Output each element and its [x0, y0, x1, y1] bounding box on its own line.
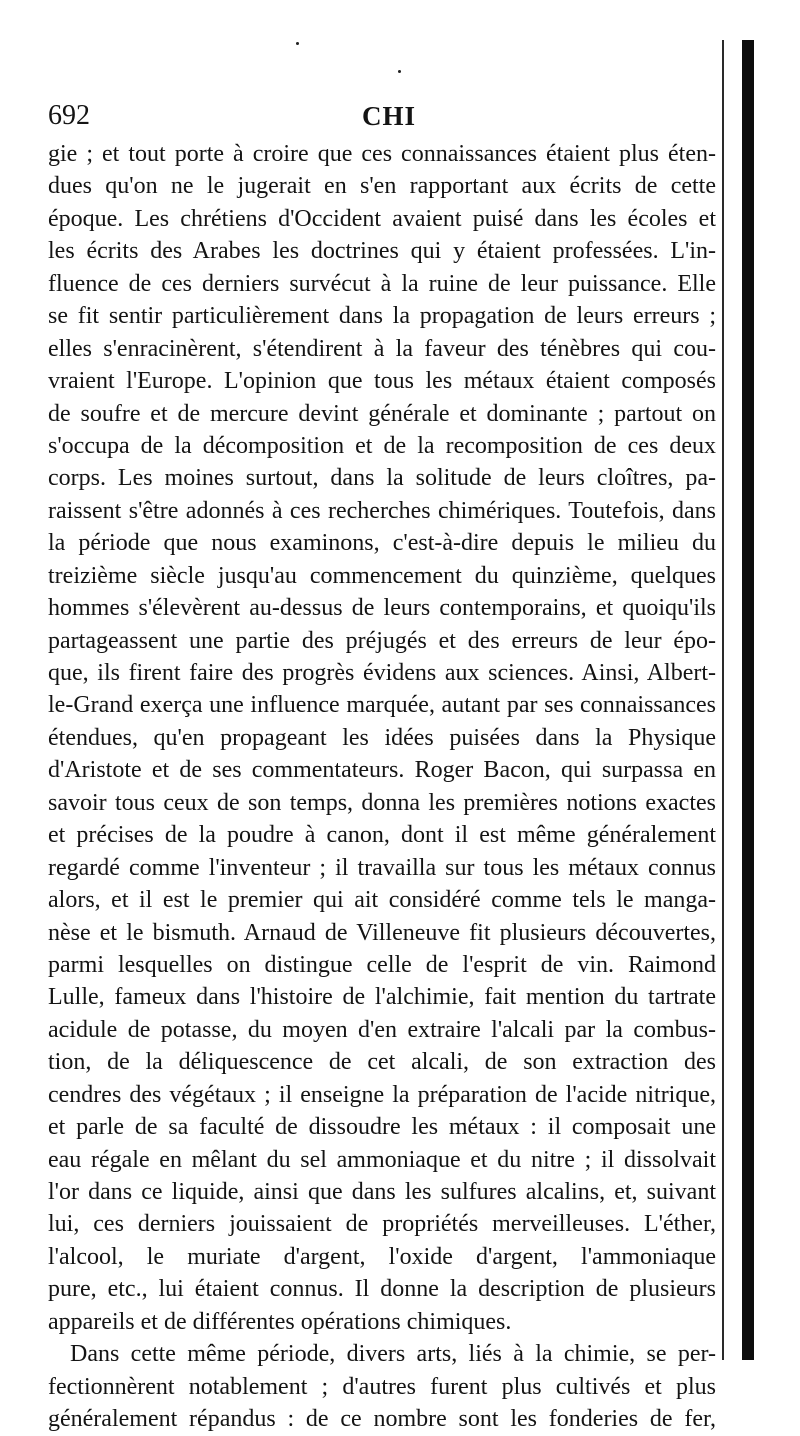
text-line: dues qu'on ne le jugerait en s'en rapportant aux écrits de cette — [48, 173, 716, 200]
page-number: 692 — [48, 100, 90, 131]
text-line: pure, etc., lui étaient connus. Il donne la description de plusieurs — [48, 1276, 716, 1303]
text-line: fectionnèrent notablement ; d'autres furent plus cultivés et plus — [48, 1373, 716, 1400]
text-line: Dans cette même période, divers arts, liés à la chimie, se per- — [70, 1341, 716, 1368]
text-line: et précises de la poudre à canon, dont il est même généralement — [48, 822, 716, 849]
text-line: acidule de potasse, du moyen d'en extraire l'alcali par la combus- — [48, 1016, 716, 1043]
text-line: parmi lesquelles on distingue celle de l'esprit de vin. Raimond — [48, 951, 716, 978]
text-line: regardé comme l'inventeur ; il travailla sur tous les métaux connus — [48, 854, 716, 881]
text-line: elles s'enracinèrent, s'étendirent à la faveur des ténèbres qui cou- — [48, 335, 716, 362]
text-line: lui, ces derniers jouissaient de propriétés merveilleuses. L'éther, — [48, 1211, 716, 1238]
text-line: Lulle, fameux dans l'histoire de l'alchimie, fait mention du tartrate — [48, 984, 716, 1011]
text-line: les écrits des Arabes les doctrines qui y étaient professées. L'in- — [48, 238, 716, 265]
running-head: CHI — [362, 101, 417, 131]
text-line: treizième siècle jusqu'au commencement du quinzième, quelques — [48, 562, 716, 589]
text-line: raissent s'être adonnés à ces recherches chimériques. Toutefois, dans — [48, 497, 716, 524]
text-line: fluence de ces derniers survécut à la ruine de leur puissance. Elle — [48, 270, 716, 297]
text-line: l'or dans ce liquide, ainsi que dans les sulfures alcalins, et, suivant — [48, 1179, 716, 1205]
text-line: vraient l'Europe. L'opinion que tous les métaux étaient composés — [48, 368, 716, 395]
text-line: cendres des végétaux ; il enseigne la préparation de l'acide nitrique, — [48, 1081, 716, 1108]
text-line: d'Aristote et de ses commentateurs. Roger Bacon, qui surpassa en — [48, 757, 716, 784]
text-line: s'occupa de la décomposition et de la recomposition de ces deux — [48, 432, 716, 459]
body-text — [48, 138, 716, 1436]
binding-edge — [742, 40, 754, 1360]
ink-speck — [296, 42, 299, 45]
text-line: partageassent une partie des préjugés et des erreurs de leur épo- — [48, 627, 716, 654]
text-line: eau régale en mêlant du sel ammoniaque et du nitre ; il dissolvait — [48, 1146, 716, 1173]
page-edge-shadow — [722, 40, 724, 1360]
text-line: généralement répandus : de ce nombre sont les fonderies de fer, — [48, 1406, 716, 1433]
text-line: et parle de sa faculté de dissoudre les métaux : il composait une — [48, 1114, 716, 1141]
text-line: époque. Les chrétiens d'Occident avaient puisé dans les écoles et — [48, 205, 716, 232]
text-line: tion, de la déliquescence de cet alcali, de son extraction des — [48, 1049, 716, 1076]
text-line: alors, et il est le premier qui ait considéré comme tels le manga- — [48, 887, 716, 914]
text-line: hommes s'élevèrent au-dessus de leurs contemporains, et quoiqu'ils — [48, 595, 716, 622]
text-line: le-Grand exerça une influence marquée, autant par ses connaissances — [48, 692, 716, 719]
text-line: la période que nous examinons, c'est-à-dire depuis le milieu du — [48, 530, 716, 557]
text-line: de soufre et de mercure devint générale et dominante ; partout on — [48, 400, 716, 427]
text-line: l'alcool, le muriate d'argent, l'oxide d'argent, l'ammoniaque — [48, 1243, 716, 1270]
text-line: appareils et de différentes opérations chimiques. — [48, 1308, 512, 1335]
text-line: corps. Les moines surtout, dans la solitude de leurs cloîtres, pa- — [48, 465, 716, 492]
text-line: gie ; et tout porte à croire que ces connaissances étaient plus éten- — [48, 141, 716, 167]
ink-speck — [398, 70, 401, 73]
text-line: que, ils firent faire des progrès évidens aux sciences. Ainsi, Albert- — [48, 660, 716, 686]
text-line: étendues, qu'en propageant les idées puisées dans la Physique — [48, 724, 716, 751]
text-line: savoir tous ceux de son temps, donna les premières notions exactes — [48, 789, 716, 816]
text-line: se fit sentir particulièrement dans la propagation de leurs erreurs ; — [48, 303, 716, 330]
text-line: nèse et le bismuth. Arnaud de Villeneuve fit plusieurs découvertes, — [48, 919, 716, 946]
